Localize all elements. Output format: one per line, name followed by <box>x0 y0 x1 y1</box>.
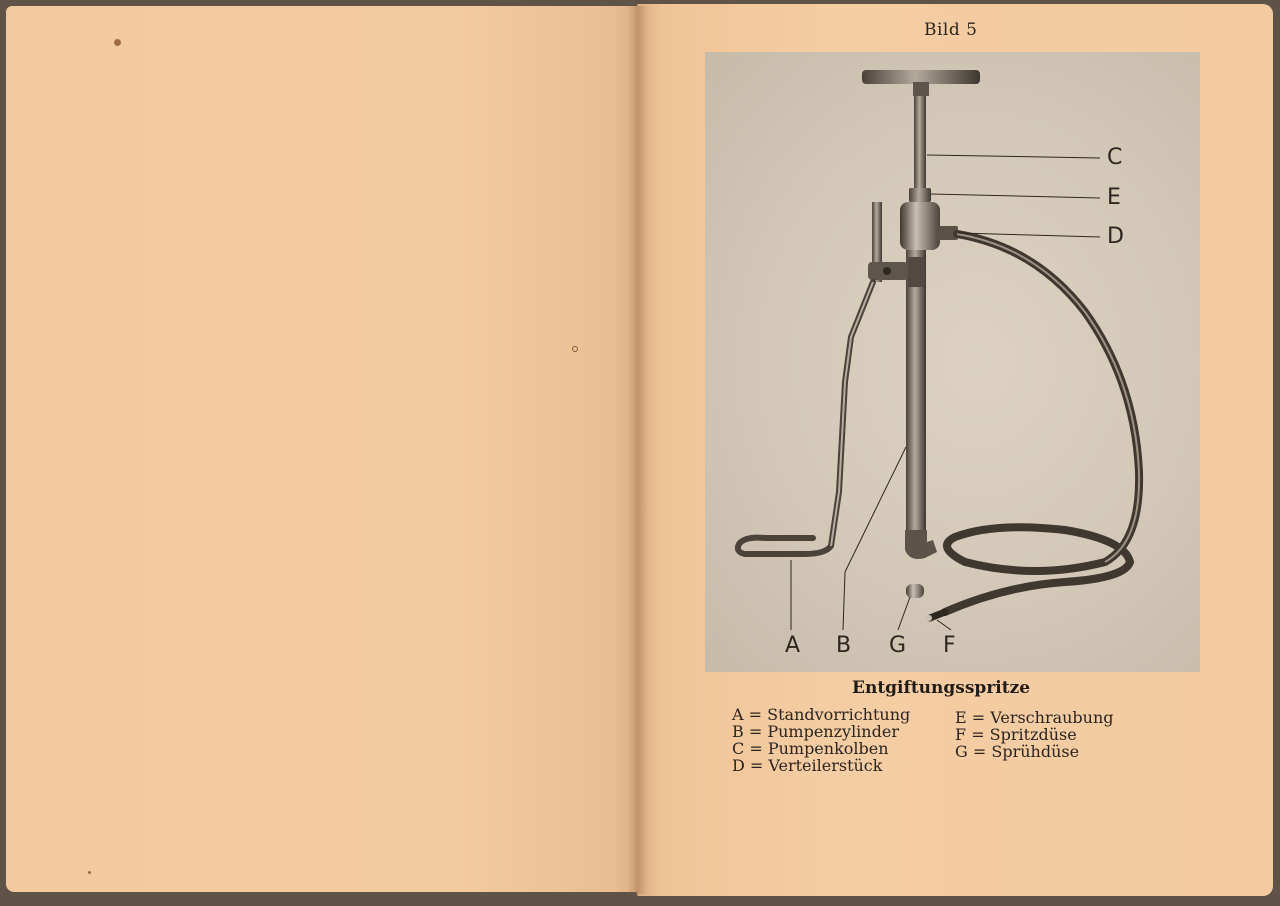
paper-fleck <box>114 39 121 46</box>
legend-item: F = Spritzdüse <box>955 725 1077 744</box>
cylinder-elbow <box>905 530 937 559</box>
sprayer-photograph <box>705 52 1200 672</box>
callout-label-e: E <box>1107 185 1121 210</box>
paper-fleck <box>88 871 91 874</box>
hose <box>945 234 1139 612</box>
book-gutter <box>628 6 648 894</box>
paper-fleck <box>572 346 578 352</box>
screw-nut <box>909 188 931 202</box>
stand-frame <box>738 282 873 554</box>
legend-item: G = Sprühdüse <box>955 742 1080 761</box>
legend-item: A = Standvorrichtung <box>732 705 911 724</box>
callout-label-c: C <box>1107 145 1123 170</box>
pump-cylinder <box>906 250 926 540</box>
callout-label-a: A <box>785 633 801 658</box>
piston-rod <box>914 96 926 192</box>
mist-nozzle <box>906 584 924 598</box>
callout-label-f: F <box>943 633 956 658</box>
page-number: Bild 5 <box>924 20 978 40</box>
pump-handle <box>862 70 980 84</box>
callout-label-d: D <box>1107 224 1124 249</box>
legend-item: D = Verteilerstück <box>732 756 883 775</box>
legend-item: B = Pumpenzylinder <box>732 722 899 741</box>
legend-right-column <box>955 709 1114 760</box>
legend-item: E = Verschraubung <box>955 708 1114 727</box>
figure-caption-title: Entgiftungsspritze <box>852 678 1031 698</box>
legend-item: C = Pumpenkolben <box>732 739 889 758</box>
callout-label-b: B <box>836 633 852 658</box>
left-page-blank <box>6 6 638 892</box>
hose-highlight <box>957 234 1139 562</box>
distributor-block <box>900 202 940 250</box>
legend-left-column <box>732 706 910 774</box>
callout-label-g: G <box>889 633 907 658</box>
stand-frame-highlight <box>831 282 873 546</box>
spray-nozzle <box>930 612 945 618</box>
sprayer-illustration <box>705 52 1200 672</box>
